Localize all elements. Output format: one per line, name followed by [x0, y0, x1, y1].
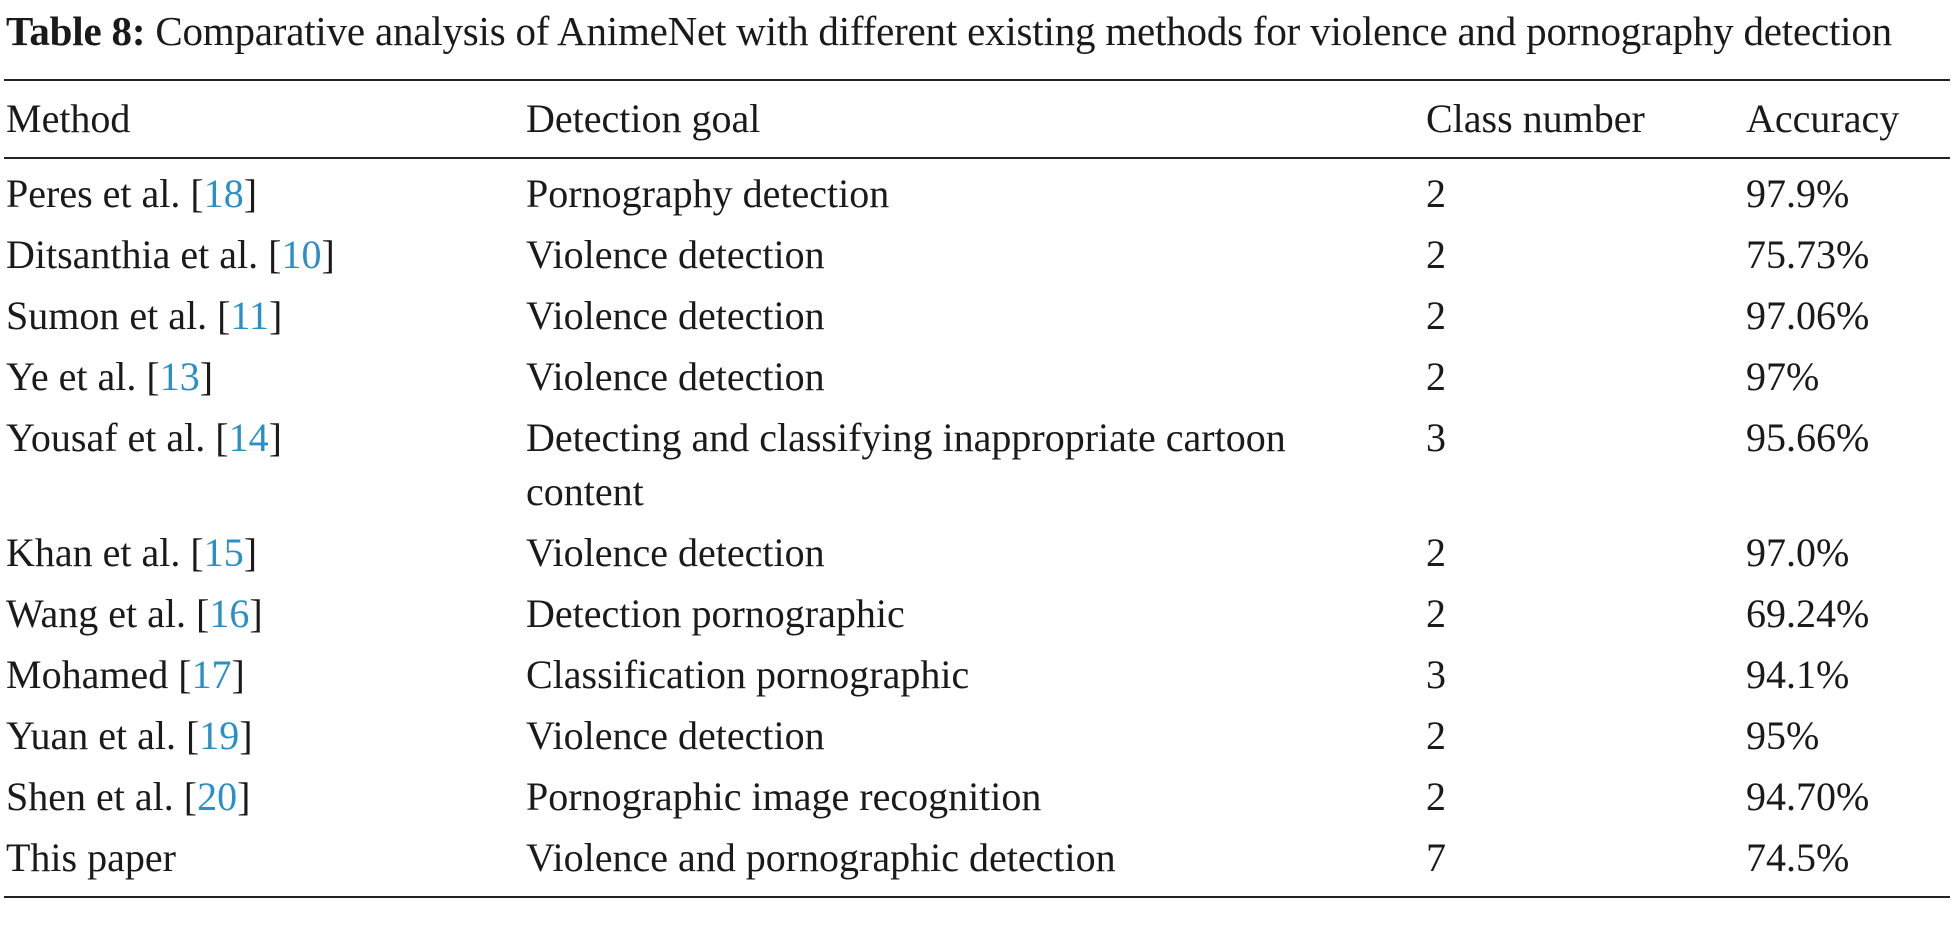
- accuracy-cell: 97.06%: [1746, 293, 1870, 338]
- goal-cell: Pornography detection: [526, 171, 890, 216]
- method-cell: [4, 526, 524, 587]
- header-method: Method: [6, 96, 131, 141]
- method-cell: [4, 709, 524, 770]
- method-bracket: ]: [237, 774, 251, 819]
- method-name: Sumon et al. [: [6, 293, 231, 338]
- method-cell: [4, 350, 524, 411]
- goal-cell: Violence detection: [526, 530, 825, 575]
- method-name: Wang et al. [: [6, 591, 210, 636]
- method-name: Ditsanthia et al. [: [6, 232, 282, 277]
- goal-cell: Violence detection: [526, 713, 825, 758]
- table-row: [4, 587, 1950, 648]
- table-row: [4, 709, 1950, 770]
- goal-cell: Pornographic image recognition: [526, 774, 1042, 819]
- method-bracket: ]: [199, 354, 214, 399]
- citation-link[interactable]: 15: [203, 530, 244, 575]
- citation-link[interactable]: 18: [203, 171, 244, 216]
- table-row: [4, 411, 1950, 526]
- class-number-cell: 2: [1426, 354, 1446, 399]
- class-number-cell: 2: [1426, 591, 1446, 636]
- caption-text: Comparative analysis of AnimeNet with different existing methods for violence and pornography detection: [155, 8, 1892, 54]
- class-number-cell: 2: [1426, 774, 1446, 819]
- method-cell: [4, 289, 524, 350]
- goal-cell: Detecting and classifying inappropriate cartoon content: [526, 415, 1286, 514]
- accuracy-cell: 95%: [1746, 713, 1820, 758]
- method-cell: [4, 648, 524, 709]
- method-name: This paper: [6, 835, 176, 880]
- method-cell: [4, 770, 524, 831]
- method-name: Yuan et al. [: [6, 713, 200, 758]
- method-bracket: ]: [268, 293, 283, 338]
- method-cell: [4, 411, 524, 526]
- goal-cell: Classification pornographic: [526, 652, 970, 697]
- method-bracket: ]: [239, 713, 253, 758]
- table-row: [4, 350, 1950, 411]
- table-row: [4, 158, 1950, 228]
- class-number-cell: 3: [1426, 415, 1446, 460]
- goal-cell: Violence detection: [526, 293, 825, 338]
- class-number-cell: 2: [1426, 232, 1446, 277]
- citation-link[interactable]: 17: [191, 652, 232, 697]
- table-caption: [4, 4, 1950, 59]
- method-name: Yousaf et al. [: [6, 415, 229, 460]
- citation-link[interactable]: 14: [228, 415, 269, 460]
- method-bracket: ]: [249, 591, 263, 636]
- class-number-cell: 2: [1426, 171, 1446, 216]
- header-detection-goal: Detection goal: [526, 96, 761, 141]
- accuracy-cell: 74.5%: [1746, 835, 1850, 880]
- accuracy-cell: 97%: [1746, 354, 1820, 399]
- citation-link[interactable]: 11: [230, 293, 269, 338]
- method-bracket: ]: [243, 530, 258, 575]
- table-figure: [4, 4, 1950, 898]
- accuracy-cell: 75.73%: [1746, 232, 1870, 277]
- class-number-cell: 3: [1426, 652, 1446, 697]
- method-name: Khan et al. [: [6, 530, 204, 575]
- method-cell: [4, 831, 524, 897]
- header-class-number: Class number: [1426, 96, 1645, 141]
- method-cell: [4, 158, 524, 228]
- goal-cell: Violence detection: [526, 232, 825, 277]
- accuracy-cell: 97.0%: [1746, 530, 1850, 575]
- caption-label: Table 8:: [6, 8, 146, 54]
- class-number-cell: 7: [1426, 835, 1446, 880]
- goal-cell: Violence and pornographic detection: [526, 835, 1116, 880]
- table-row: [4, 526, 1950, 587]
- table-row: [4, 770, 1950, 831]
- goal-cell: Detection pornographic: [526, 591, 905, 636]
- accuracy-cell: 94.70%: [1746, 774, 1870, 819]
- citation-link[interactable]: 13: [159, 354, 200, 399]
- accuracy-cell: 69.24%: [1746, 591, 1870, 636]
- table-row: [4, 228, 1950, 289]
- method-bracket: ]: [321, 232, 335, 277]
- comparison-table: [4, 79, 1950, 898]
- citation-link[interactable]: 10: [281, 232, 322, 277]
- citation-link[interactable]: 20: [197, 774, 238, 819]
- method-name: Shen et al. [: [6, 774, 198, 819]
- accuracy-cell: 95.66%: [1746, 415, 1870, 460]
- goal-cell: Violence detection: [526, 354, 825, 399]
- method-name: Mohamed [: [6, 652, 192, 697]
- table-row: [4, 289, 1950, 350]
- table-header-row: [4, 80, 1950, 158]
- citation-link[interactable]: 19: [199, 713, 240, 758]
- table-row: [4, 648, 1950, 709]
- table-row: [4, 831, 1950, 897]
- method-name: Ye et al. [: [6, 354, 160, 399]
- citation-link[interactable]: 16: [209, 591, 250, 636]
- method-name: Peres et al. [: [6, 171, 204, 216]
- class-number-cell: 2: [1426, 293, 1446, 338]
- method-bracket: ]: [243, 171, 258, 216]
- method-cell: [4, 228, 524, 289]
- class-number-cell: 2: [1426, 713, 1446, 758]
- header-accuracy: Accuracy: [1746, 96, 1900, 141]
- class-number-cell: 2: [1426, 530, 1446, 575]
- accuracy-cell: 97.9%: [1746, 171, 1850, 216]
- accuracy-cell: 94.1%: [1746, 652, 1850, 697]
- method-bracket: ]: [268, 415, 282, 460]
- method-bracket: ]: [231, 652, 245, 697]
- method-cell: [4, 587, 524, 648]
